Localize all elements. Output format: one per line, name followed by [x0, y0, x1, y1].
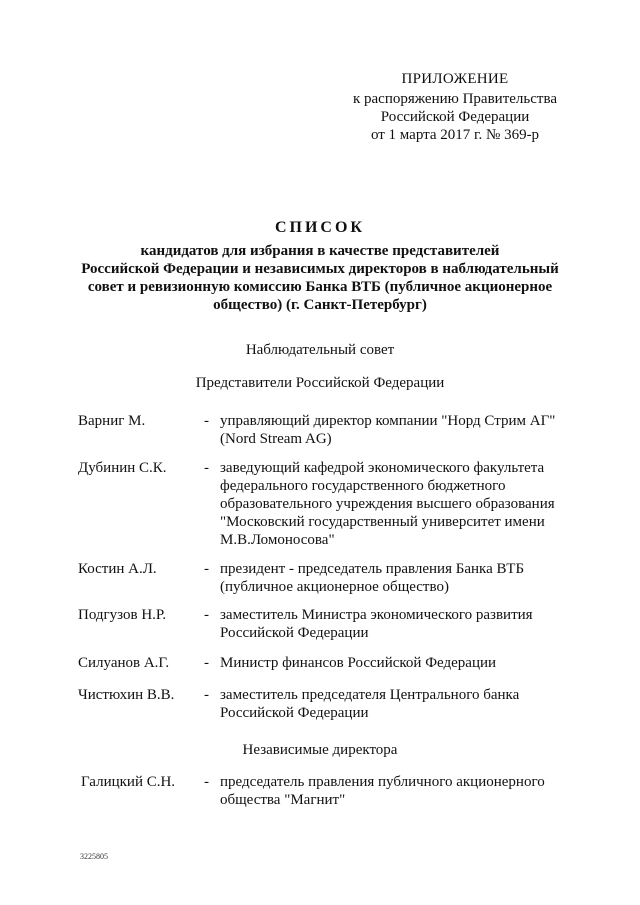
- position-line: президент - председатель правления Банка ВТБ: [220, 561, 525, 577]
- subtitle-line-2: Российской Федерации и независимых директоров в наблюдательный: [81, 261, 559, 277]
- candidate-position: [220, 560, 580, 596]
- appendix-line-1: к распоряжению Правительства: [352, 91, 557, 107]
- position-line: (Nord Stream AG): [220, 431, 332, 447]
- candidate-name: Костин А.Л.: [78, 561, 157, 577]
- position-line: Министр финансов Российской Федерации: [220, 655, 497, 671]
- candidate-name: Дубинин С.К.: [78, 460, 167, 476]
- section-independent-directors: Независимые директора: [242, 742, 398, 758]
- appendix-line-2: Российской Федерации: [380, 109, 530, 125]
- dash: -: [204, 413, 209, 429]
- subtitle-line-1: кандидатов для избрания в качестве представителей: [140, 243, 500, 259]
- candidate-name: Подгузов Н.Р.: [78, 607, 167, 623]
- position-line: заместитель Министра экономического развития: [220, 607, 533, 623]
- section-federation-reps: Представители Российской Федерации: [195, 375, 445, 391]
- candidate-position: [220, 773, 580, 809]
- dash: -: [204, 607, 209, 623]
- section-supervisory-board: Наблюдательный совет: [245, 342, 395, 358]
- position-line: Российской Федерации: [220, 705, 369, 721]
- appendix-line-3: от 1 марта 2017 г. № 369-р: [370, 127, 540, 143]
- candidate-position: [220, 606, 580, 642]
- position-line: заместитель председателя Центрального банка: [220, 687, 520, 703]
- dash: -: [204, 687, 209, 703]
- subtitle-line-3: совет и ревизионную комиссию Банка ВТБ (публичное акционерное: [87, 279, 553, 295]
- candidate-name: Варниг М.: [78, 413, 146, 429]
- position-line: общества "Магнит": [220, 792, 346, 808]
- document-code: 3225805: [80, 852, 108, 861]
- candidate-name: Силуанов А.Г.: [78, 655, 170, 671]
- position-line: федерального государственного бюджетного: [220, 478, 506, 494]
- candidate-name: Чистюхин В.В.: [78, 687, 175, 703]
- dash: -: [204, 561, 209, 577]
- appendix-block: [340, 70, 570, 144]
- appendix-heading: ПРИЛОЖЕНИЕ: [401, 71, 509, 87]
- candidate-position: [220, 412, 580, 448]
- position-line: образовательного учреждения высшего образования: [220, 496, 555, 512]
- position-line: (публичное акционерное общество): [220, 579, 449, 595]
- position-line: управляющий директор компании "Норд Стрим АГ": [220, 413, 556, 429]
- position-line: Российской Федерации: [220, 625, 369, 641]
- candidate-position: [220, 459, 580, 549]
- dash: -: [204, 655, 209, 671]
- candidate-name: Галицкий С.Н.: [81, 774, 176, 790]
- position-line: заведующий кафедрой экономического факультета: [220, 460, 545, 476]
- candidate-position: [220, 686, 580, 722]
- dash: -: [204, 460, 209, 476]
- document-subtitle: [60, 242, 580, 314]
- position-line: "Московский государственный университет имени: [220, 514, 545, 530]
- position-line: М.В.Ломоносова": [220, 532, 335, 548]
- candidate-position: [220, 654, 580, 672]
- subtitle-line-4: общество) (г. Санкт-Петербург): [213, 297, 427, 313]
- position-line: председатель правления публичного акционерного: [220, 774, 545, 790]
- document-title: СПИСОК: [274, 219, 366, 236]
- dash: -: [204, 774, 209, 790]
